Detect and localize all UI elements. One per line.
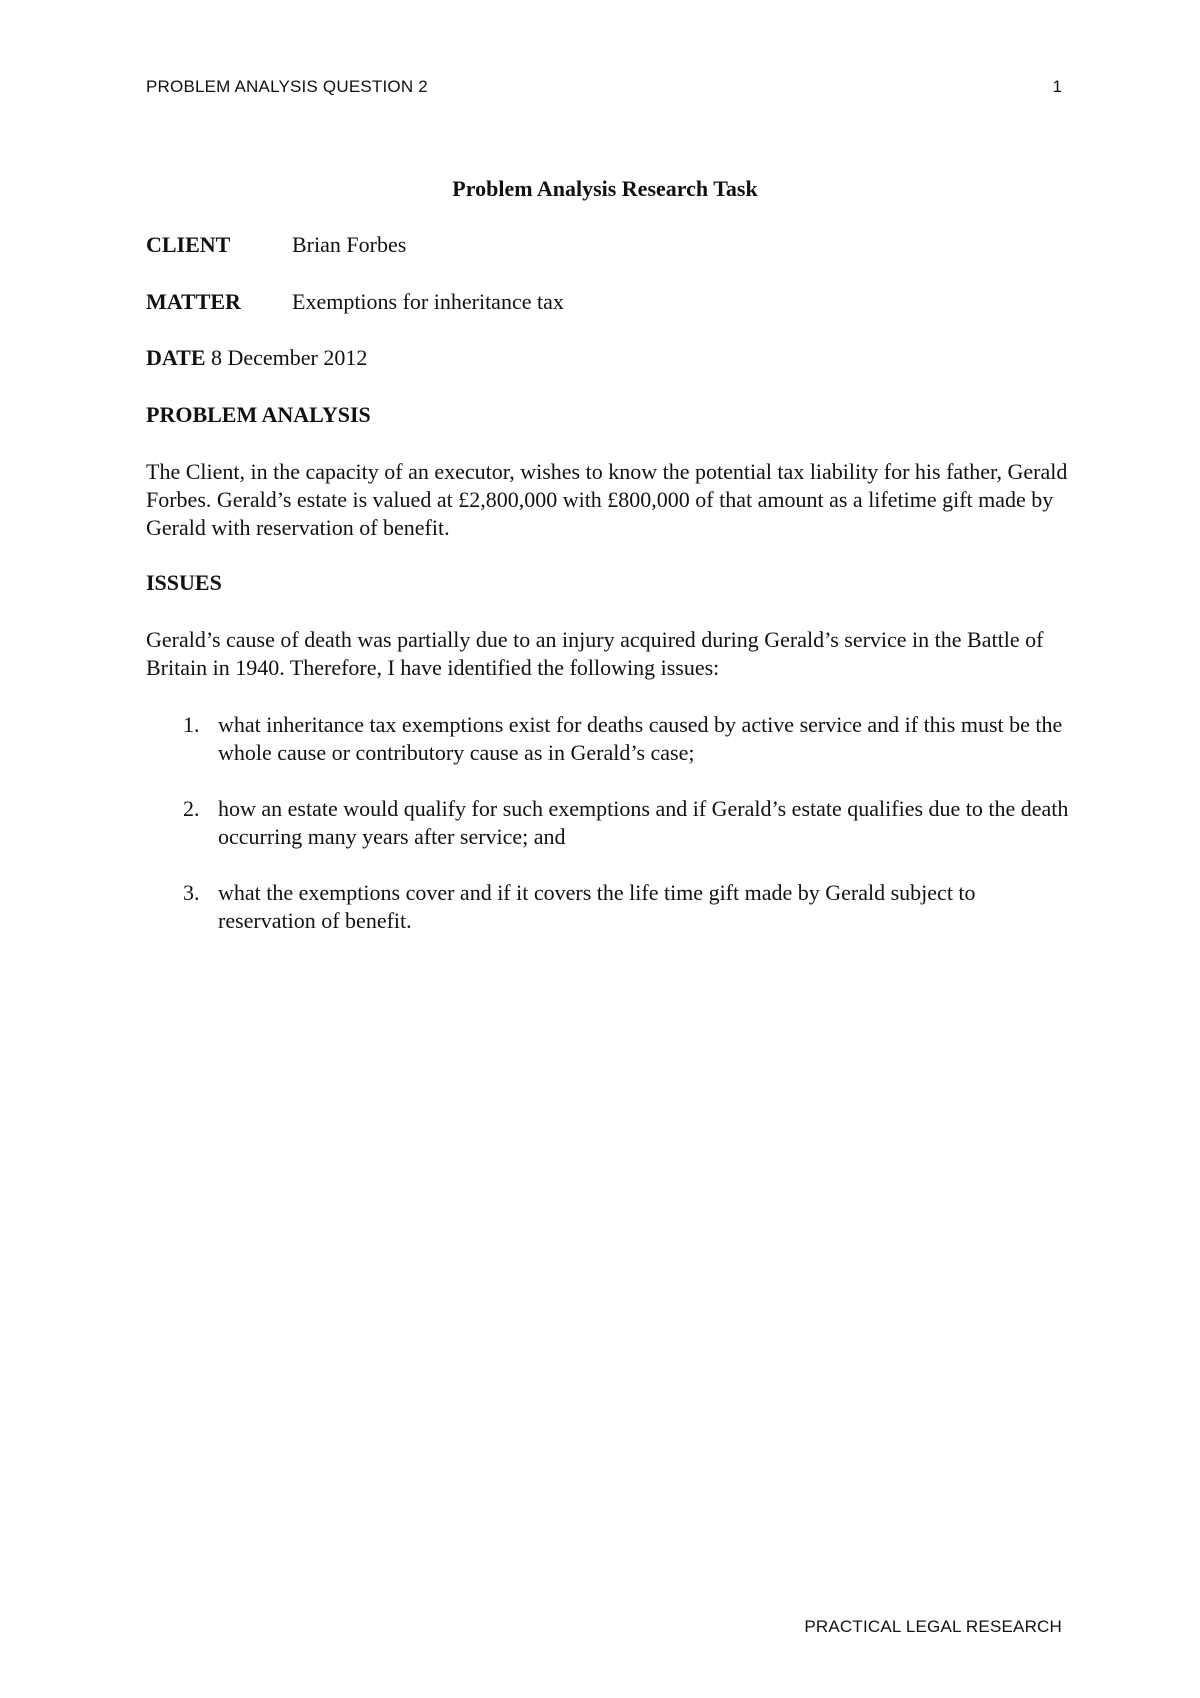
issue-number: 1.: [183, 712, 200, 737]
client-value: Brian Forbes: [292, 232, 407, 257]
issue-number: 2.: [183, 796, 200, 821]
issue-text: what the exemptions cover and if it covers the life time gift made by Gerald subject to reservation of benefit.: [218, 880, 976, 933]
client-label: CLIENT: [146, 232, 231, 257]
page-number: 1: [1052, 77, 1062, 96]
issue-item: [146, 711, 1076, 767]
issues-intro-paragraph: Gerald’s cause of death was partially due to an injury acquired during Gerald’s service in the Battle of Britain in 1940. Therefore, I have identified the following issues:: [146, 627, 1044, 680]
matter-label: MATTER: [146, 289, 241, 314]
problem-analysis-heading: PROBLEM ANALYSIS: [146, 402, 371, 427]
issue-item: [146, 795, 1076, 851]
matter-value: Exemptions for inheritance tax: [292, 289, 564, 314]
issue-number: 3.: [183, 880, 200, 905]
date-value: 8 December 2012: [211, 345, 368, 370]
date-field: [146, 345, 367, 371]
running-footer: PRACTICAL LEGAL RESEARCH: [804, 1617, 1062, 1636]
issues-list: [146, 711, 1076, 963]
issue-item: [146, 879, 1076, 935]
issue-text: what inheritance tax exemptions exist for deaths caused by active service and if this must be the whole cause or contributory cause as in Gerald’s case;: [218, 712, 1063, 765]
problem-analysis-paragraph: The Client, in the capacity of an executor, wishes to know the potential tax liability for his father, Gerald Forbes. Gerald’s estate is valued at £2,800,000 with £800,000 of that amount as a lifetime gift made by Gerald with reservation of benefit.: [146, 459, 1068, 540]
running-header: PROBLEM ANALYSIS QUESTION 2: [146, 77, 428, 96]
document-title: Problem Analysis Research Task: [452, 176, 758, 201]
matter-field: [146, 289, 564, 315]
date-label: DATE: [146, 345, 206, 370]
client-field: [146, 232, 406, 258]
issues-heading: ISSUES: [146, 570, 222, 595]
issue-text: how an estate would qualify for such exemptions and if Gerald’s estate qualifies due to the death occurring many years after service; and: [218, 796, 1069, 849]
